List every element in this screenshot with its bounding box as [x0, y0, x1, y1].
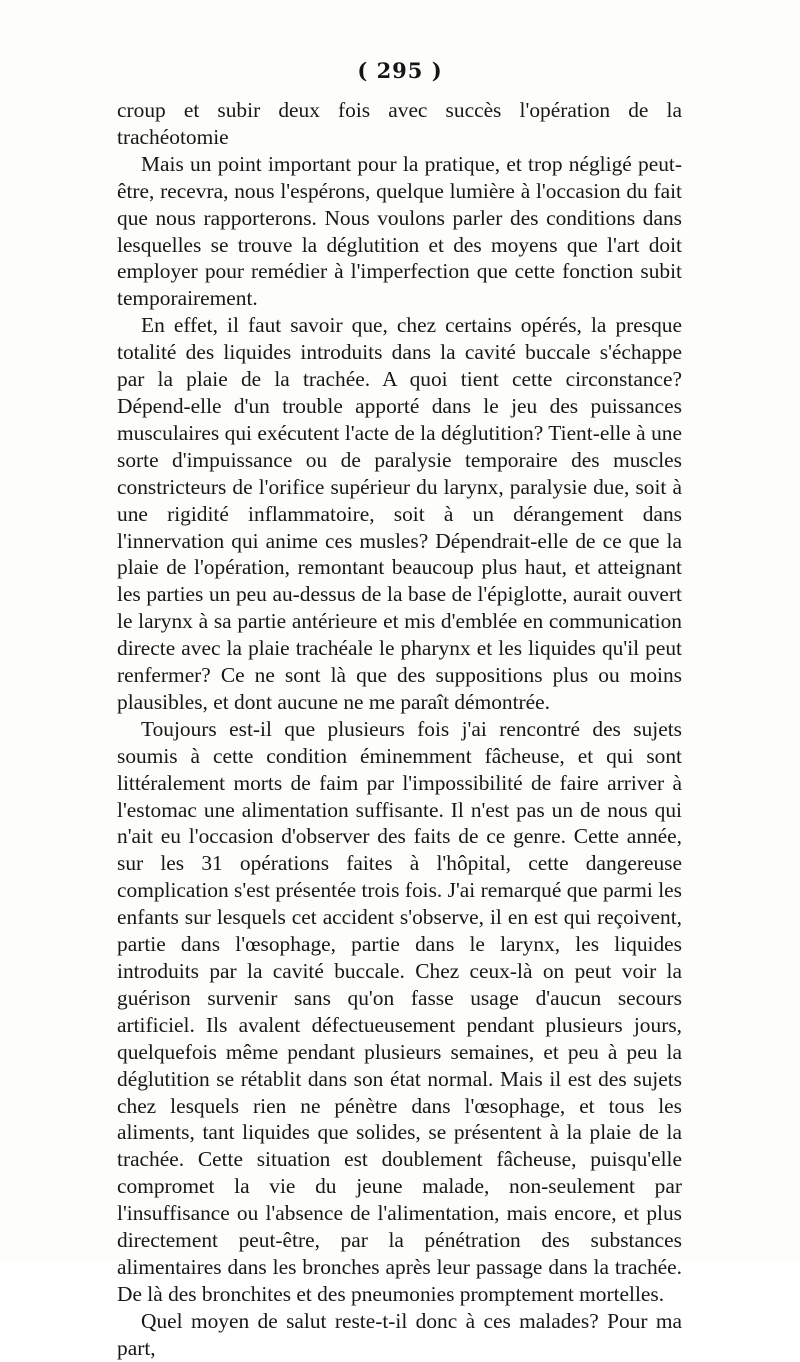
page-number: ( 295 ) — [357, 58, 443, 83]
paragraph-question: Quel moyen de salut reste-t-il donc à ces malades? Pour ma part, — [117, 1308, 682, 1360]
body-text — [117, 97, 682, 1362]
paragraph-observations: Toujours est-il que plusieurs fois j'ai rencontré des sujets soumis à cette condition éminemment fâcheuse, et qui sont littéralement morts de faim par l'impossibilité de faire arriver à l'estomac une alimentation suffisante. Il n'est pas un de nous qui n'ait eu l'occasion d'observer des faits de ce genre. Cette année, sur les 31 opérations faites à l'hôpital, cette dangereuse complication s'est présentée trois fois. J'ai remarqué que parmi les enfants sur lesquels cet accident s'observe, il en est qui reçoivent, partie dans l'œsophage, partie dans le larynx, les liquides introduits par la cavité buccale. Chez ceux-là on peut voir la guérison survenir sans qu'on fasse usage d'aucun secours artificiel. Ils avalent défectueusement pendant plusieurs jours, quelquefois même pendant plusieurs semaines, et peu à peu la déglutition se rétablit dans son état normal. Mais il est des sujets chez lesquels rien ne pénètre dans l'œsophage, et tous les aliments, tant liquides que solides, se présentent à la plaie de la trachée. Cette situation est doublement fâcheuse, puisqu'elle compromet la vie du jeune malade, non-seulement par l'insuffisance ou l'absence de l'alimentation, mais encore, et plus directement peut-être, par la pénétration des substances alimentaires dans les bronches après leur passage dans la trachée. De là des bronchites et des pneumonies promptement mortelles. — [117, 716, 682, 1306]
paragraph-continuation: croup et subir deux fois avec succès l'opération de la trachéotomie — [117, 98, 682, 149]
paragraph-causes: En effet, il faut savoir que, chez certains opérés, la presque totalité des liquides introduits dans la cavité buccale s'échappe par la plaie de la trachée. A quoi tient cette circonstance? Dépend-elle d'un trouble apporté dans le jeu des puissances musculaires qui exécutent l'acte de la déglutition? Tient-elle à une sorte d'impuissance ou de paralysie temporaire des muscles constricteurs de l'orifice supérieur du larynx, paralysie due, soit à une rigidité inflammatoire, soit à un dérangement dans l'innervation qui anime ces musles? Dépendrait-elle de ce que la plaie de l'opération, remontant beaucoup plus haut, et atteignant les parties un peu au-dessus de la base de l'épiglotte, aurait ouvert le larynx à sa partie antérieure et mis d'emblée en communication directe avec la plaie trachéale le pharynx et les liquides qu'il peut renfermer? Ce ne sont là que des suppositions plus ou moins plausibles, et dont aucune ne me paraît démontrée. — [117, 313, 682, 714]
paragraph-deglutition-intro: Mais un point important pour la pratique, et trop négligé peut-être, recevra, nous l'espérons, quelque lumière à l'occasion du fait que nous rapporterons. Nous voulons parler des conditions dans lesquelles se trouve la déglutition et des moyens que l'art doit employer pour remédier à l'imperfection que cette fonction subit temporairement. — [117, 151, 682, 311]
